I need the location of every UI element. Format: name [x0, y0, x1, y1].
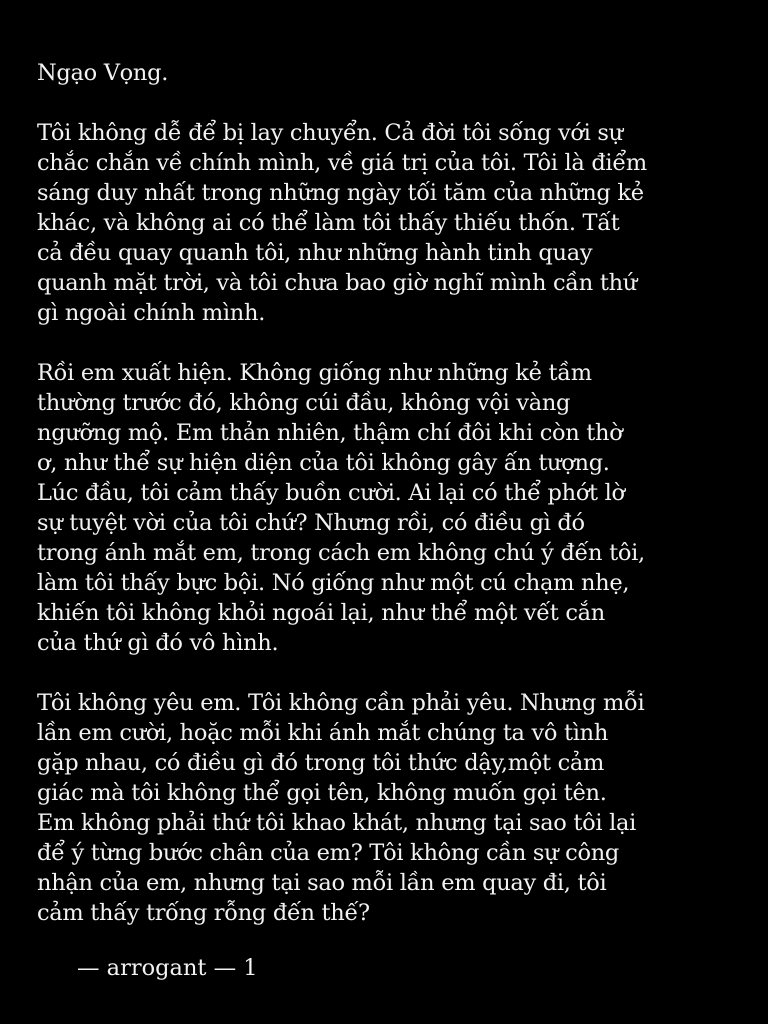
chapter-title: Ngạo Vọng. — [37, 60, 169, 86]
paragraph-1: Tôi không dễ để bị lay chuyển. Cả đời tôi sống với sự chắc chắn về chính mình, về giá trị của tôi. Tôi là điểm sáng duy nhất trong những ngày tối tăm của những kẻ khác, và không ai có thể làm tôi thấy thiếu thốn. Tất cả đều quay quanh tôi, như những hành tinh quay quanh mặt trời, và tôi chưa bao giờ nghĩ mình cần thứ gì ngoài chính mình. — [37, 120, 647, 326]
paragraph-2: Rồi em xuất hiện. Không giống như những kẻ tầm thường trước đó, không cúi đầu, không vội vàng ngưỡng mộ. Em thản nhiên, thậm chí đôi khi còn thờ ơ, như thể sự hiện diện của tôi không gây ấn tượng. Lúc đầu, tôi cảm thấy buồn cười. Ai lại có thể phớt lờ sự tuyệt vời của tôi chứ? Nhưng rồi, có điều gì đó trong ánh mắt em, trong cách em không chú ý đến tôi, làm tôi thấy bực bội. Nó giống như một cú chạm nhẹ, khiến tôi không khỏi ngoái lại, như thể một vết cắn của thứ gì đó vô hình. — [37, 360, 645, 656]
paragraph-3: Tôi không yêu em. Tôi không cần phải yêu. Nhưng mỗi lần em cười, hoặc mỗi khi ánh mắt chúng ta vô tình gặp nhau, có điều gì đó trong tôi thức dậy,một cảm giác mà tôi không thể gọi tên, không muốn gọi tên. Em không phải thứ tôi khao khát, nhưng tại sao tôi lại để ý từng bước chân của em? Tôi không cần sự công nhận của em, nhưng tại sao mỗi lần em quay đi, tôi cảm thấy trống rỗng đến thế? — [37, 690, 645, 926]
page-footer: — arrogant — 1 — [77, 955, 258, 981]
reading-page — [37, 58, 737, 958]
